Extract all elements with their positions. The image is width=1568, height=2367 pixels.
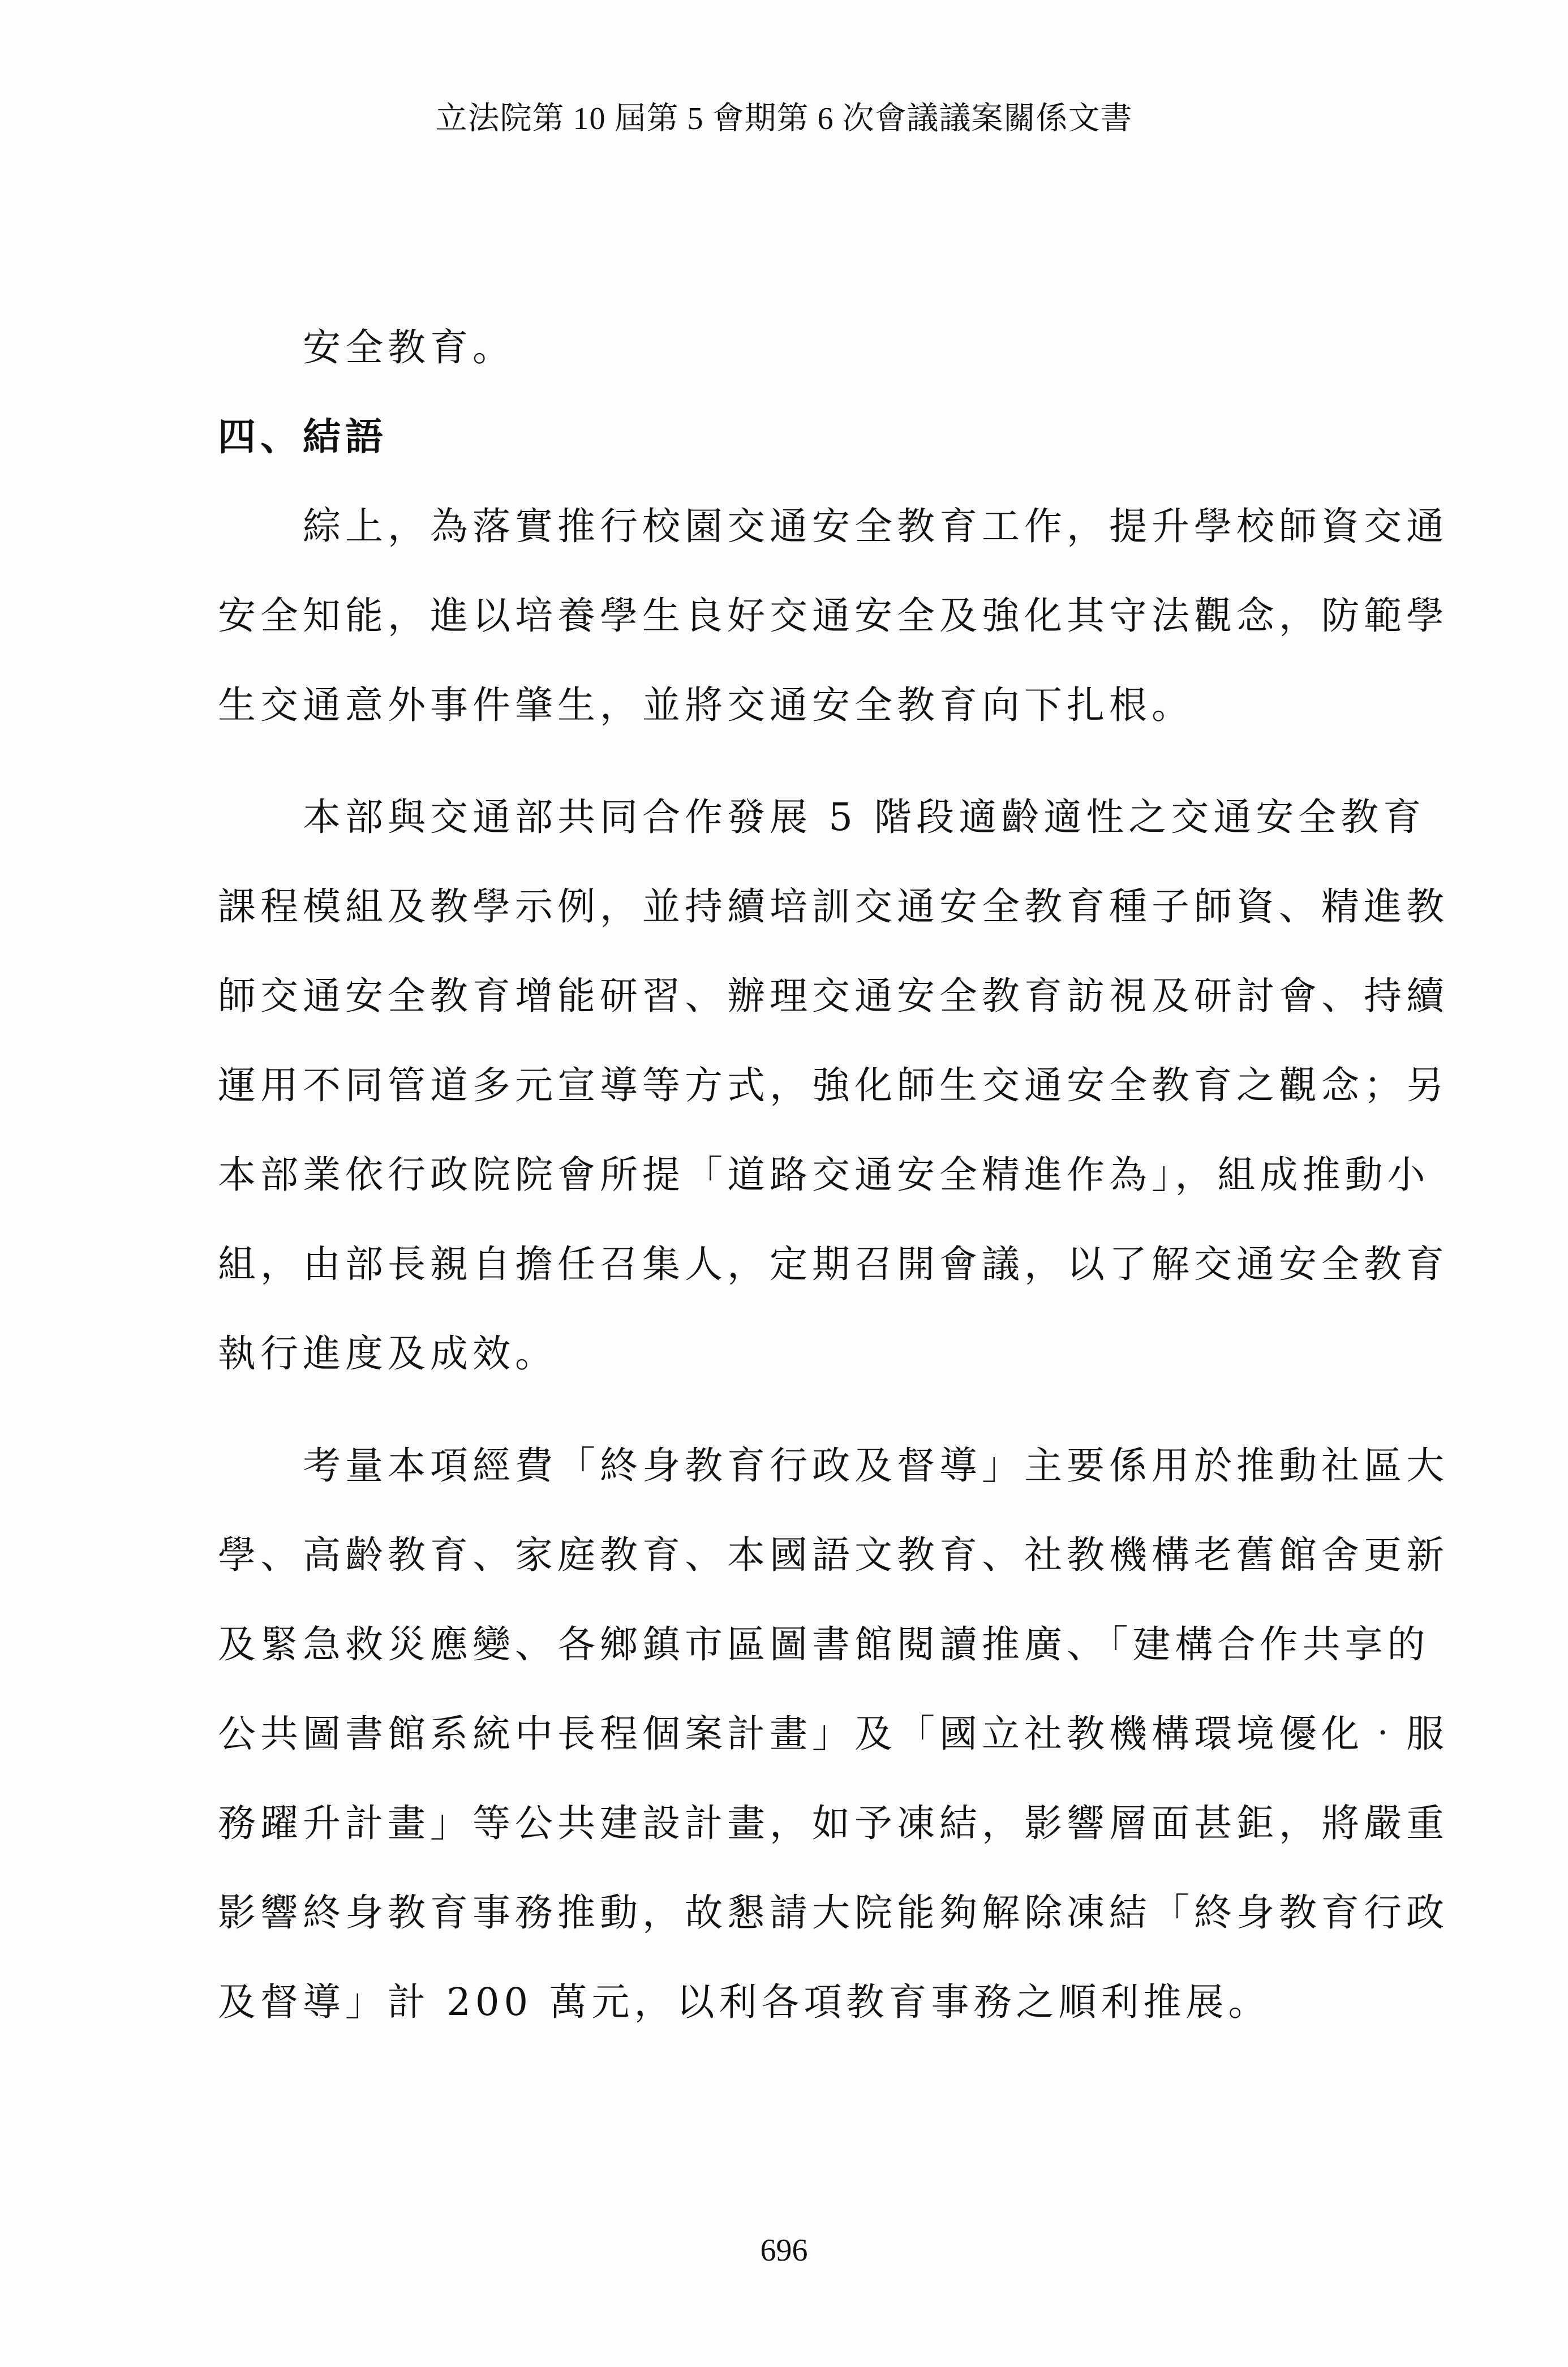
paragraph-line: 執行進度及成效。 bbox=[218, 1331, 557, 1376]
section-heading: 四、結語 bbox=[218, 414, 388, 459]
document-body bbox=[218, 303, 1449, 2047]
paragraph-conclusion-1 bbox=[218, 482, 1449, 750]
paragraph-conclusion-3 bbox=[218, 1421, 1449, 2047]
paragraph-line: 課程模組及教學示例，並持續培訓交通安全教育種子師資、精進教 bbox=[218, 884, 1449, 929]
paragraph-line: 生交通意外事件肇生，並將交通安全教育向下扎根。 bbox=[218, 683, 1194, 727]
paragraph-line: 安全知能，進以培養學生良好交通安全及強化其守法觀念，防範學 bbox=[218, 594, 1449, 638]
running-header: 立法院第 10 屆第 5 會期第 6 次會議議案關係文書 bbox=[435, 101, 1133, 136]
paragraph-line: 運用不同管道多元宣導等方式，強化師生交通安全教育之觀念；另 bbox=[218, 1063, 1449, 1107]
lead-line: 安全教育。 bbox=[303, 325, 515, 370]
page-number: 696 bbox=[760, 2233, 808, 2268]
paragraph-conclusion-2 bbox=[218, 772, 1449, 1398]
paragraph-line: 本部與交通部共同合作發展 5 階段適齡適性之交通安全教育 bbox=[303, 795, 1426, 839]
paragraph-gap bbox=[218, 750, 1384, 772]
paragraph-line: 考量本項經費「終身教育行政及督導」主要係用於推動社區大 bbox=[303, 1444, 1449, 1488]
paragraph-line: 學、高齡教育、家庭教育、本國語文教育、社教機構老舊館舍更新 bbox=[218, 1533, 1449, 1577]
paragraph-line: 務躍升計畫」等公共建設計畫，如予凍結，影響層面甚鉅，將嚴重 bbox=[218, 1801, 1449, 1845]
paragraph-line: 本部業依行政院院會所提「道路交通安全精進作為」，組成推動小 bbox=[218, 1153, 1430, 1197]
paragraph-line: 影響終身教育事務推動，故懇請大院能夠解除凍結「終身教育行政 bbox=[218, 1891, 1449, 1935]
paragraph-line: 及緊急救災應變、各鄉鎮市區圖書館閱讀推廣、「建構合作共享的 bbox=[218, 1622, 1430, 1666]
paragraph-line: 綜上，為落實推行校園交通安全教育工作，提升學校師資交通 bbox=[303, 504, 1449, 548]
paragraph-line: 公共圖書館系統中長程個案計畫」及「國立社教機構環境優化‧服 bbox=[218, 1712, 1449, 1756]
paragraph-line: 師交通安全教育增能研習、辦理交通安全教育訪視及研討會、持續 bbox=[218, 974, 1449, 1018]
paragraph-gap bbox=[218, 1398, 1384, 1421]
paragraph-line: 組，由部長親自擔任召集人，定期召開會議，以了解交通安全教育 bbox=[218, 1242, 1449, 1286]
paragraph-line: 及督導」計 200 萬元，以利各項教育事務之順利推展。 bbox=[218, 1980, 1271, 2024]
